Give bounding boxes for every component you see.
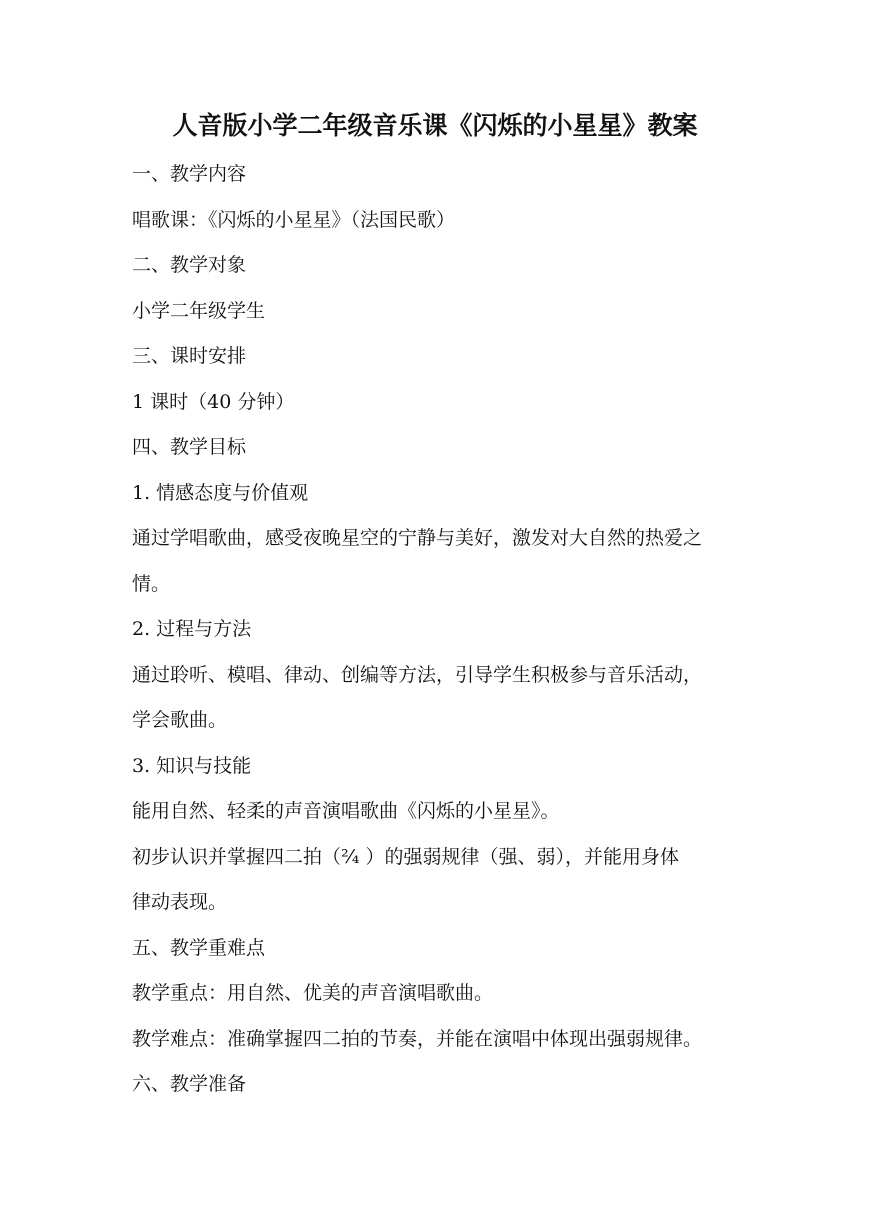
goal-2-text-line-2: 学会歌曲。 xyxy=(132,709,228,731)
goal-3-heading: 3. 知识与技能 xyxy=(132,755,252,777)
teaching-target-text: 小学二年级学生 xyxy=(132,300,266,322)
section-heading-schedule: 三、课时安排 xyxy=(132,345,247,367)
goal-3-text-1: 能用自然、轻柔的声音演唱歌曲《闪烁的小星星》。 xyxy=(132,800,560,822)
section-heading-goals: 四、教学目标 xyxy=(132,436,247,458)
goal-2-heading: 2. 过程与方法 xyxy=(132,618,252,640)
goal-2-text-line-1: 通过聆听、模唱、律动、创编等方法，引导学生积极参与音乐活动， xyxy=(132,664,703,686)
section-heading-teaching-content: 一、教学内容 xyxy=(132,163,247,185)
section-heading-preparation: 六、教学准备 xyxy=(132,1073,247,1095)
goal-1-text-line-2: 情。 xyxy=(132,573,171,595)
goal-1-heading: 1. 情感态度与价值观 xyxy=(132,482,309,504)
teaching-content-text: 唱歌课：《闪烁的小星星》（法国民歌） xyxy=(132,209,456,231)
key-point-text: 教学重点：用自然、优美的声音演唱歌曲。 xyxy=(132,982,494,1004)
section-heading-key-points: 五、教学重难点 xyxy=(132,937,266,959)
difficult-point-text: 教学难点：准确掌握四二拍的节奏，并能在演唱中体现出强弱规律。 xyxy=(132,1028,703,1050)
schedule-text: 1 课时（40 分钟） xyxy=(132,391,295,413)
document-title: 人音版小学二年级音乐课《闪烁的小星星》教案 xyxy=(172,111,698,140)
goal-3-text-2-line-2: 律动表现。 xyxy=(132,891,228,913)
goal-3-text-2-line-1: 初步认识并掌握四二拍（²⁄₄ ）的强弱规律（强、弱），并能用身体 xyxy=(132,846,679,868)
section-heading-teaching-target: 二、教学对象 xyxy=(132,254,247,276)
goal-1-text-line-1: 通过学唱歌曲，感受夜晚星空的宁静与美好，激发对大自然的热爱之 xyxy=(132,527,703,549)
